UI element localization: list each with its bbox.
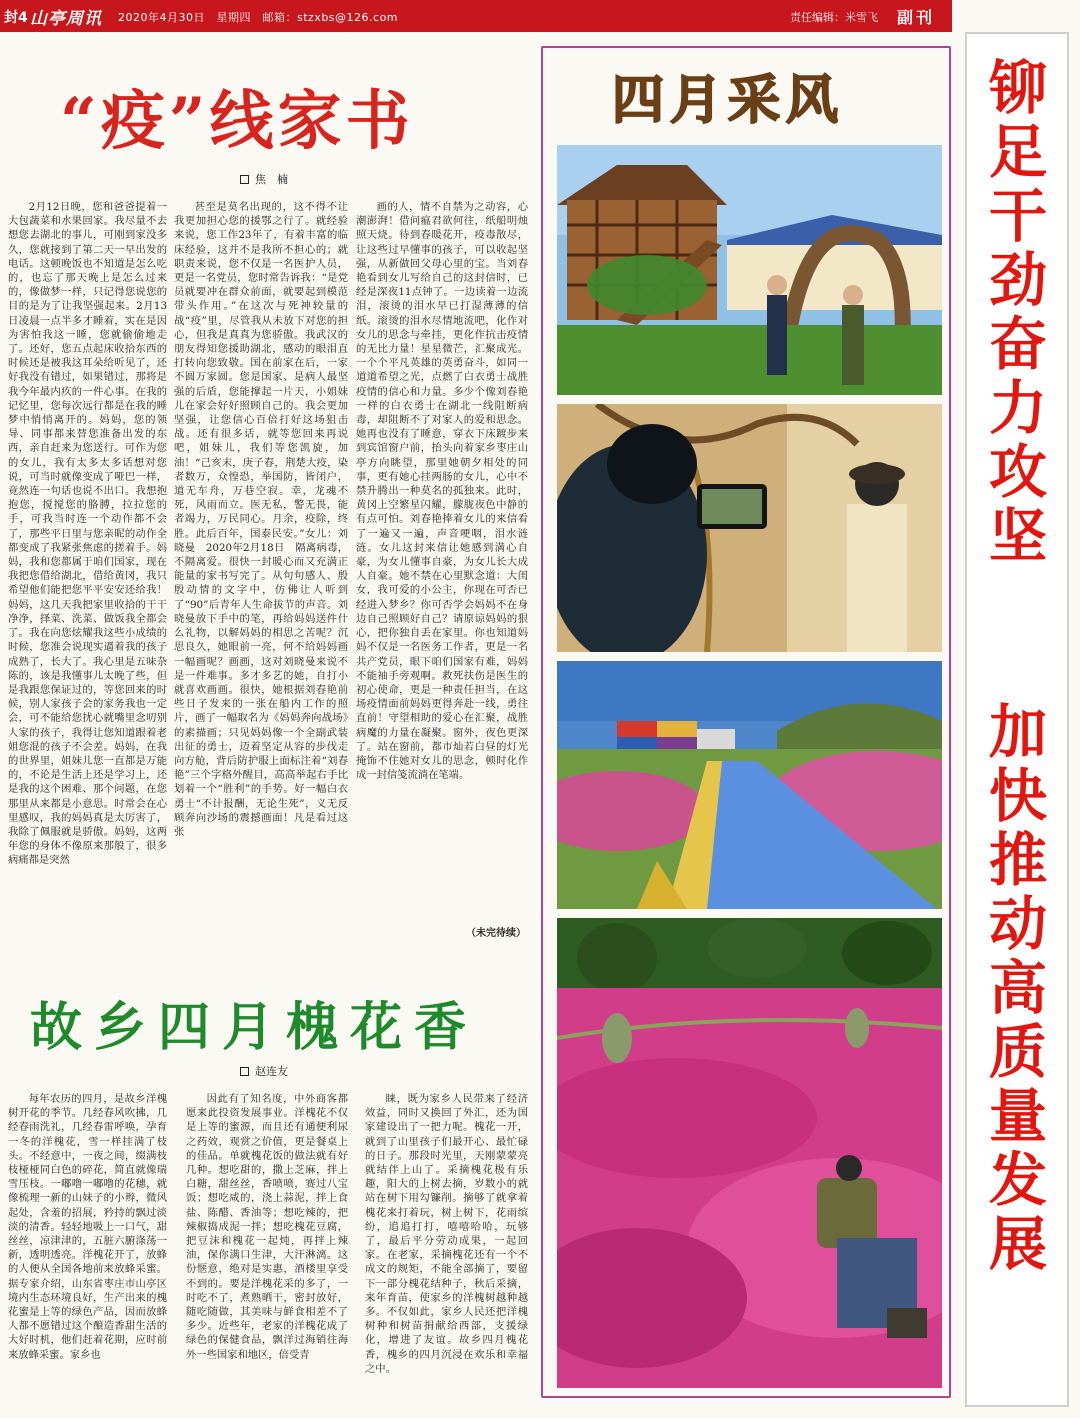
- photo-wooden-house: [557, 145, 942, 395]
- article1-column-1: [8, 200, 167, 950]
- article1-text-2: 甚至是莫名出现的，这不得不让我更加担心您的援鄂之行了。就经验来说，您工作23年了，有着丰富的临床经验，这并不是我所不担心的；就职责来说，您不仅是一名医护人员，更是一名党员，您时常告诉我：“是党员就要冲在群众前面，就要起到模范带头作用。”在这次与死神较量的战“疫”里，尽管我从未放下对您的担心，但我是真真为您骄傲。我武汉的朋友得知您援助湖北，感动的眼泪直打转向您致敬。国在前家在后，一家不圆万家圆。您是国家、是病人最坚强的后盾，您能撑起一片天，小姐妹儿在家会好好照顾自己的。我会更加坚强，让您信心百倍打好这场狙击战。还有很多话，就等您回来再说吧，姐妹儿，我们等您凯旋，加油！“己亥末，庚子春，荆楚大疫，染者数万，众惶恐，举国防，皆闭户，道无车舟，万巷空寂。幸，龙魂不死，风雨而立。医无私，警无畏，能者竭力，万民同心。月余，疫除，终胜。此后百年，国泰民安。”女儿：刘晓曼 2020年2月18日 隔离病毒，不隔离爱。很快一封暖心而又充满正能量的家书写完了。从句句感人、殷殷动情的文字中，仿佛让人听到了“90”后青年人生命拔节的声音。刘晓曼放下手中的笔，再给妈妈送件什么礼物，以解妈妈的相思之苦呢？沉思良久，她眼前一亮，何不给妈妈画一幅画呢？画画，这对刘晓曼来说不是一件难事。多才多艺的她，自打小就喜欢画画。很快，她根据刘春艳前些日子发来的一张在船内工作的照片，画了一幅取名为《妈妈奔向战场》的素描画；只见妈妈像一个全副武装出征的勇士，迈着坚定从容的步伐走向方舱，背后防护服上面标注着“刘春艳”三个字格外醒目，高高举起右手比划着一个“胜利”的手势。好一幅白衣勇士“不计报酬，无论生死”，义无反顾奔向沙场的震撼画面！凡是看过这张: [174, 201, 348, 838]
- article2-column-3: [365, 1092, 528, 1410]
- article1-column-2: [174, 200, 348, 950]
- article1-text-1: 2月12日晚，您和爸爸提着一大包蔬菜和水果回家。我尽量不去想您去湖北的事儿，可刚到家没多久，您就接到了第二天一早出发的电话。这顿晚饭也不知道是怎么吃的，也忘了那天晚上是怎么过来的，像做梦一样，只记得您说您的目的是为了让我坚强起来。2月13日凌晨一点半多才睡着，实在是因为害怕我这一睡，您就偷偷地走了。还好，您五点起床收拾东西的时候还是被我这耳朵给听见了，还好我没有错过，如果错过，那将是我今年最内疚的一件心事。在我的记忆里，您每次远行都是在我的睡梦中悄悄离开的。妈妈，您的领导、同事都来替您准备出发的东西，亲自赶来为您送行。可作为您的女儿，我有太多太多话想对您说，可当时就像变成了哑巴一样，竟然连一句话也说不出口。我想抱抱您，搅搅您的胳膊，拉拉您的手，可我当时连一个动作都不会了，那些平日里与您亲昵的动作全都变成了我紧张焦虑的搓着手。妈妈，我和您都属于咱们国家，现在我把您借给湖北，借给黄冈，我只希望他们能把您平平安安还给我！妈妈，这几天我把家里收拾的干干净净，择菜、洗菜、做饭我全都会了。我在向您炫耀我这些小成绩的时候，您准会说现实逼着我的孩子成熟了，长大了。我心里是五味杂陈的，该是我懂事儿太晚了些，但是我跟您保证过的，等您回来的时候，别人家孩子会的家务我也一定会，可不能给您扰心就嘴里念叨别人家的孩子，我得让您知道跟着老姐您混的孩子不会差。妈妈，在我的世界里，姐妹儿您一直都是万能的，不论是生活上还是学习上，还是我的这个困难、那个问题，在您那里从来都是小意思。时常会在心里感叹，我的妈妈真是太厉害了，我除了佩服就是骄傲。妈妈，这两年您的身体不像原来那般了，很多病痛都是突然: [8, 201, 167, 867]
- page-number: 封4: [4, 10, 28, 26]
- blue-path-image: [557, 661, 942, 909]
- section-label: 副刊: [897, 8, 936, 27]
- flower-field-image: [557, 918, 942, 1388]
- photo-indoor-shooting: [557, 404, 942, 652]
- article2-author: 赵连友: [255, 1065, 288, 1078]
- photo-blue-path: [557, 661, 942, 909]
- photo-flower-field: [557, 918, 942, 1388]
- photo-feature-title: 四月采风: [612, 71, 845, 131]
- wooden-house-image: [557, 145, 942, 395]
- article2-column-2: [186, 1092, 348, 1410]
- article1-title: “疫”线家书: [60, 84, 414, 159]
- article2-text-2: 因此有了知名度，中外商客都愿来此投资发展事业。洋槐花不仅是上等的蜜源，而且还有通便利尿之药效，观赏之价值，更是餐桌上的佳品。单就槐花饭的做法就有好几种。想吃甜的，撒上芝麻，拌上白糖，甜丝丝，香喷喷，赛过八宝饭；想吃咸的，浇上蒜泥，拌上食盐、陈醋、香油等；想吃辣的，把辣椒捣成泥一拌；想吃槐花豆腐，把豆沫和槐花一起炖，再拌上辣油，保你满口生津，大汗淋漓。这份惬意，绝对是实惠，酒楼里享受不到的。要是洋槐花采的多了，一时吃不了，煮熟晒干，密封放好，随吃随做，其美味与鲜食相差不了多少。近些年，老家的洋槐花成了绿色的保健食品，飘洋过海销往海外一些国家和地区，倍受青: [186, 1093, 348, 1361]
- byline-box-icon: [240, 175, 249, 184]
- article1-text-3: 画的人，情不自禁为之动容，心潮澎湃！借问瘟君欲何往，纸船明烛照天烧。待到春暖花开，疫毒散尽，让这些过早懂事的孩子，可以收起坚强，从新做回父母心里的宝。当刘春艳看到女儿写给自己的这封信时，已经是深夜11点钟了。一边读着一边流泪，滚烫的泪水早已打湿薄薄的信纸。滚烫的泪水尽情地流吧，化作对女儿的思念与牵挂，更化作抗击疫情的无比力量！星星微芒，汇聚成光。一个个平凡英雄的英勇奋斗，如同一道道希望之光，点燃了白衣勇士战胜疫情的信心和力量。多少个像刘春艳一样的白衣勇士在湖北一线阻断病毒，却阻断不了对家人的爱和思念。她再也没有了睡意，穿衣下床踱步来到宾馆窗户前，抬头向着家乡枣庄山亭方向眺望，那里她朝夕相处的同事，更有她心挂两肠的女儿，心中不禁升腾出一种莫名的孤独来。此时，黄冈上空繁星闪耀，朦胧夜色中静的有点可怕。刘春艳捧着女儿的来信看了一遍又一遍，声音哽咽，泪水涟涟。女儿这封来信让她感到满心自豪，为女儿懂事自豪，为女儿长大成人自豪。她不禁在心里默念道：大闺女，我可爱的小公主，你现在可否已经进入梦乡？你可否学会妈妈不在身边自己照顾好自己？请原谅妈妈的狠心，把你独自丢在家里。你也知道妈妈不仅是一名医务工作者，更是一名共产党员，眼下咱们国家有难，妈妈不能袖手旁观啊。救死扶伤是医生的初心使命，更是一种责任担当，在这场疫情面前妈妈更得奔赴一线，勇往直前！守望相助的爱心在汇聚，战胜病魔的力量在凝聚。窗外，夜色更深了。站在窗前，都市灿若白昼的灯光掩饰不住她对女儿的思念，顿时化作成一封信笺流淌在笔端。: [356, 201, 528, 782]
- slogan-line-2: 加快推动高质量发展: [988, 698, 1047, 1278]
- editor-credit: 责任编辑：米雪飞: [790, 11, 878, 24]
- article1-byline: [240, 171, 288, 187]
- date-line: 2020年4月30日 星期四 邮箱：stzxbs@126.com: [118, 11, 399, 24]
- indoor-shooting-image: [557, 404, 942, 652]
- article1-author: 焦 楠: [255, 173, 288, 186]
- slogan-line-1: 铆足干劲奋力攻坚: [988, 54, 1047, 570]
- byline-box-icon: [240, 1067, 249, 1076]
- article2-text-1: 每年农历的四月，是故乡洋槐树开花的季节。几经春风吹拂，几经春雨洗礼，几经春雷呼唤，孕育一冬的洋槐花，雪一样挂满了枝头。不经意中，一夜之间，缀满枝枝桠桠同白色的碎花，简直就像瑞雪压枝。一嘟噜一嘟噜的花穗，就像梳理一新的山妹子的小辫，微风起处，含羞的招展，矜持的飘过淡淡的清香。轻轻地吸上一口气，甜丝丝，凉津津的，五脏六腑涤荡一新，透明透亮。洋槐花开了，放蜂的人便从全国各地前来放蜂采蜜。据专家介绍，山东省枣庄市山亭区境内生态环境良好，生产出来的槐花蜜是上等的绿色产品，因而放蜂人都不愿错过这个酿造香甜生活的大好时机，他们赶着花期，应时前来放蜂采蜜。家乡也: [8, 1093, 167, 1361]
- newspaper-logo: 山亭周讯: [30, 9, 102, 29]
- article2-text-3: 睐，既为家乡人民带来了经济效益，同时又换回了外汇，还为国家建设出了一把力呢。槐花一开，就到了山里孩子们最开心、最忙碌的日子。那段时光里，天刚蒙蒙亮就结伴上山了。采摘槐花极有乐趣，阳大的上树去摘，岁数小的就站在树下用勾镰削。摘够了就拿着槐花来打着玩，树上树下，花雨缤纷，追追打打，嘻嘻哈哈，玩够了，最后平分劳动成果，一起回家。在老家，采摘槐花还有一个不成文的规矩，不能全部摘了，要留下一部分槐花结种子，秋后采摘，来年育苗，使家乡的洋槐树越种越多。不仅如此，家乡人民还把洋槐树种和树苗捐献给西部，支援绿化，增进了友谊。故乡四月槐花香，槐乡的四月沉浸在欢乐和幸福之中。: [365, 1093, 528, 1375]
- article2-title: 故乡四月槐花香: [30, 997, 479, 1058]
- article2-column-1: [8, 1092, 167, 1410]
- article2-byline: [240, 1063, 288, 1079]
- continued-note: （未完待续）: [466, 928, 526, 939]
- article1-column-3: [356, 200, 528, 918]
- masthead: [0, 0, 952, 32]
